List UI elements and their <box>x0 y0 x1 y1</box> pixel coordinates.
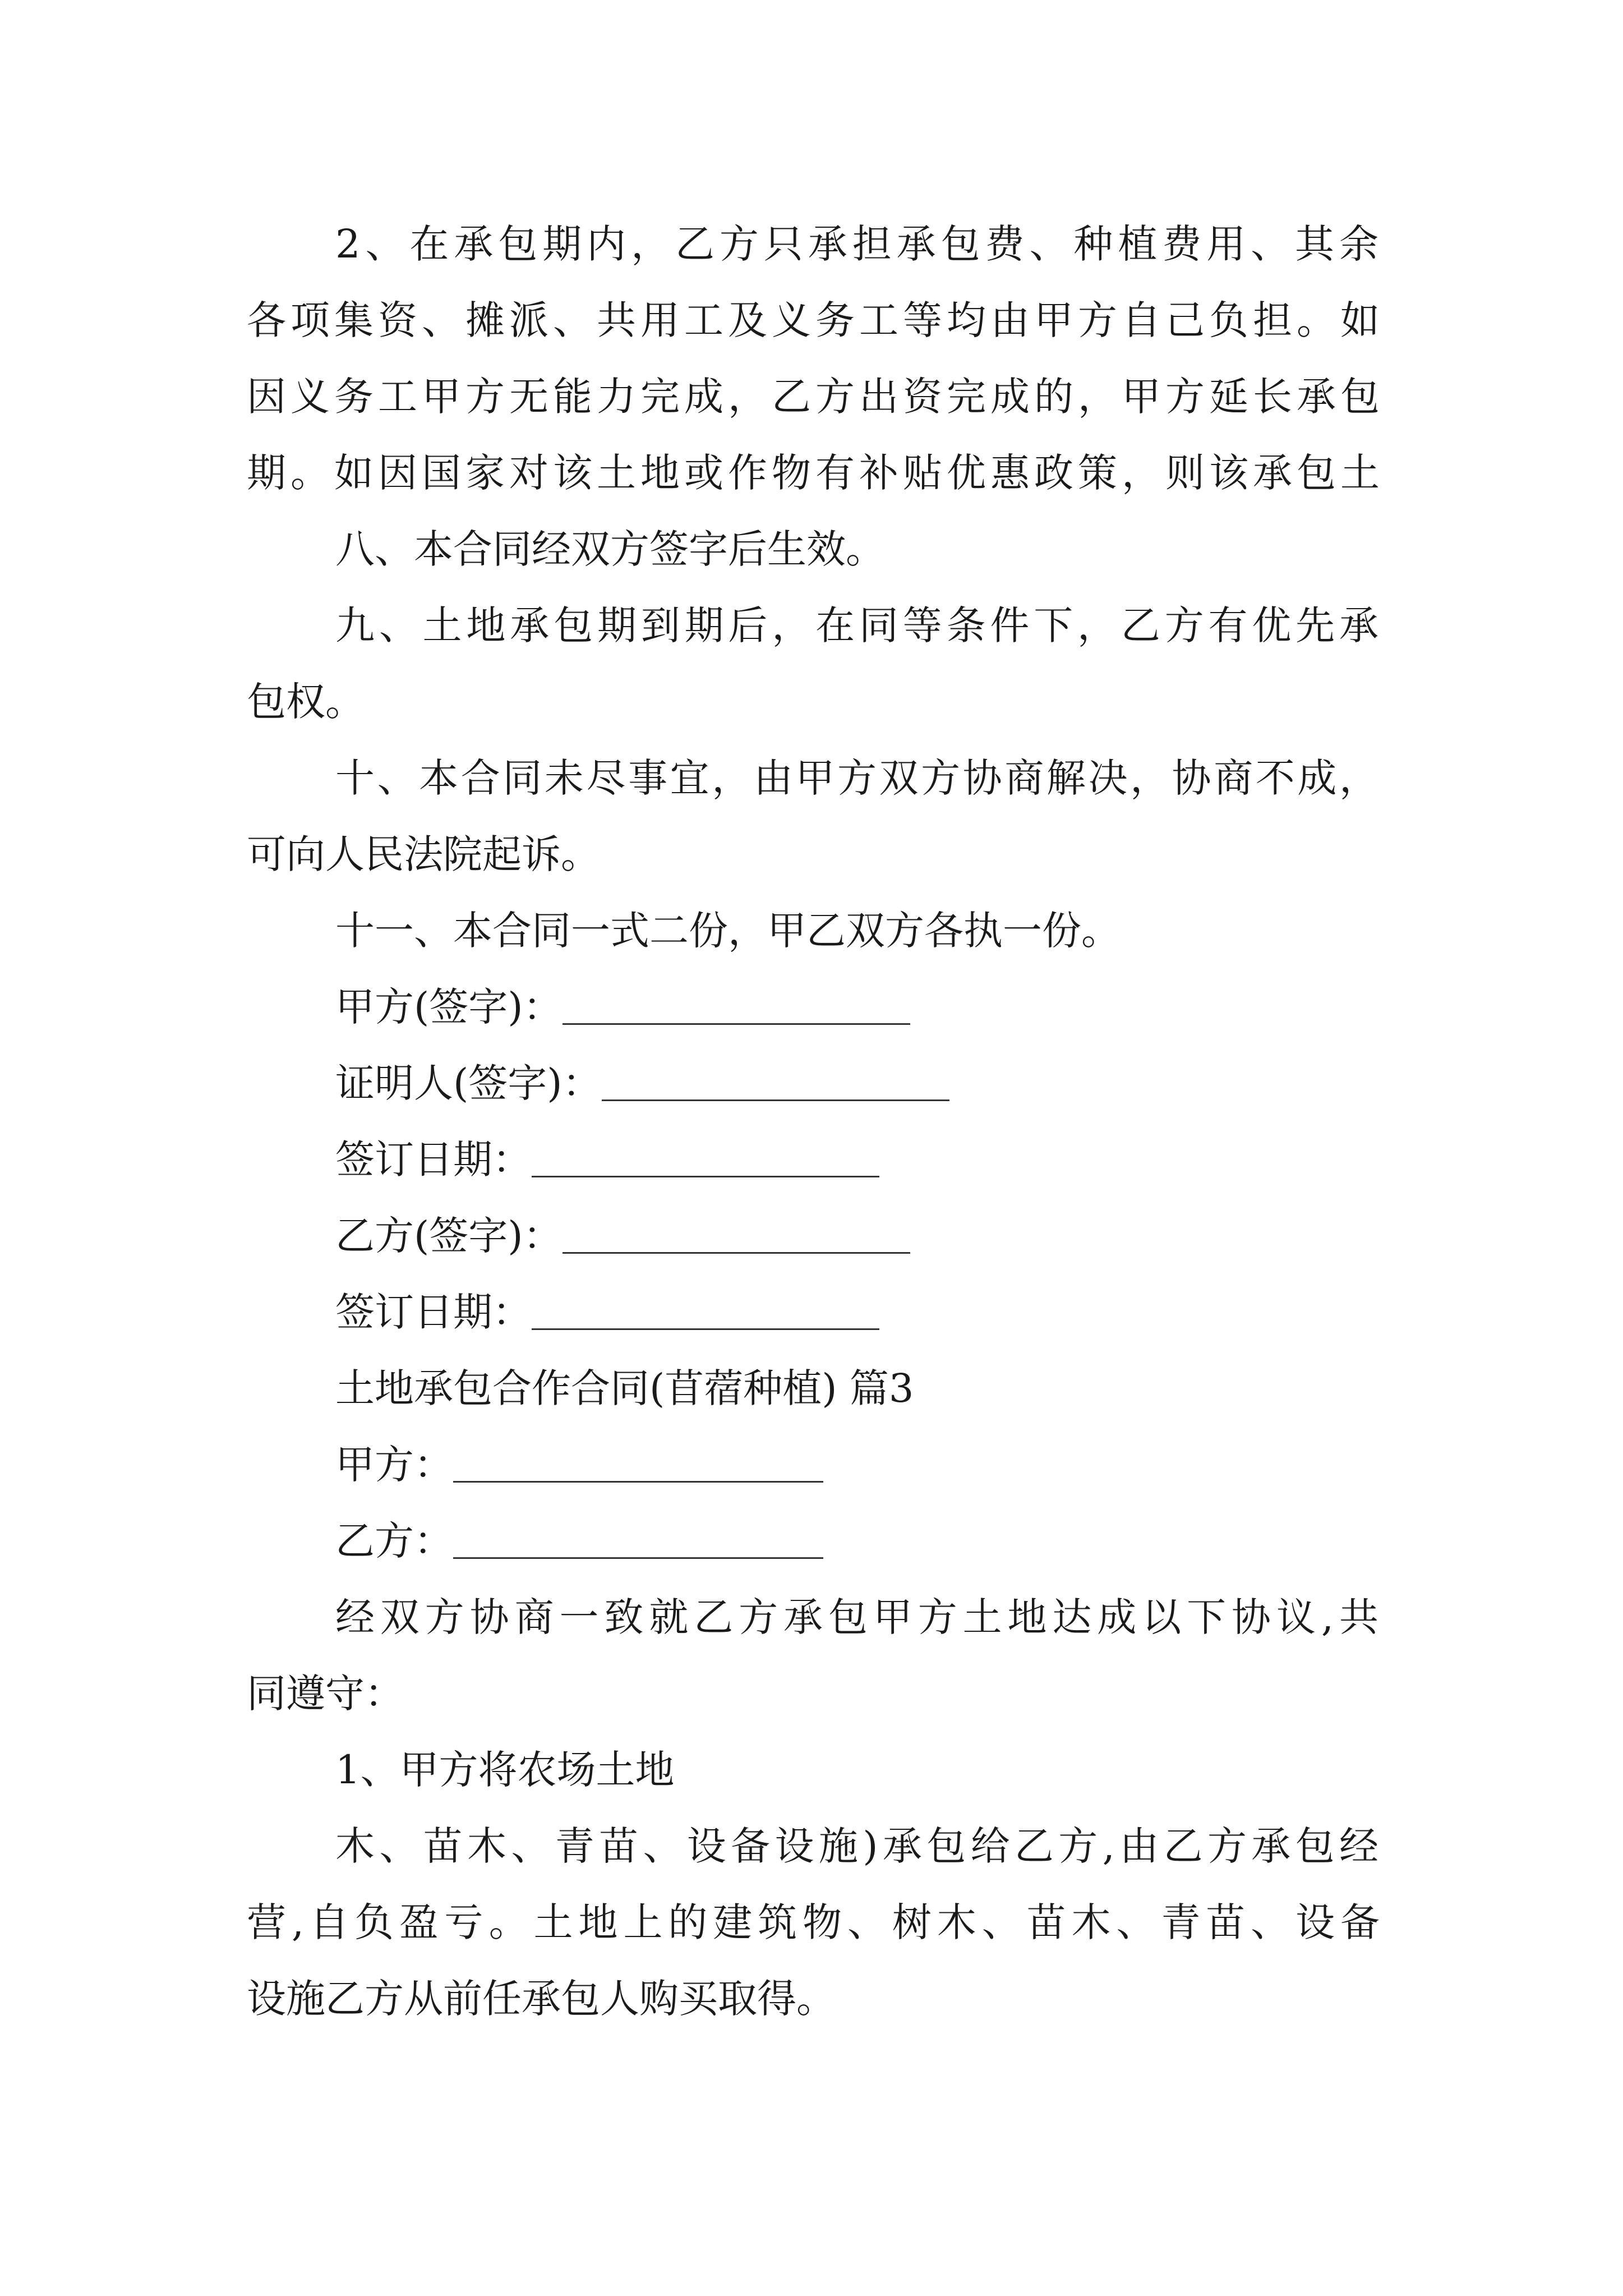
section-heading: 土地承包合作合同(苜蓿种植) 篇3 <box>335 1365 914 1411</box>
party-line-b <box>335 1518 823 1564</box>
clause-9-line: 九、土地承包期到期后，在同等条件下，乙方有优先承 <box>335 602 1378 648</box>
continuation-line: 木、苗木、青苗、设备设施)承包给乙方,由乙方承包经 <box>335 1823 1378 1869</box>
clause-9-line: 包权。 <box>247 679 365 725</box>
paragraph-line: 2、在承包期内，乙方只承担承包费、种植费用、其余 <box>335 221 1378 267</box>
paragraph-line: 因义务工甲方无能力完成，乙方出资完成的，甲方延长承包 <box>247 374 1380 420</box>
signature-label: 签订日期： <box>335 1289 532 1335</box>
signature-label: 签订日期： <box>335 1137 532 1182</box>
signature-line-witness <box>335 1060 949 1106</box>
signature-blank <box>562 1023 910 1025</box>
signature-label: 甲方(签字)： <box>335 984 562 1030</box>
paragraph-line: 各项集资、摊派、共用工及义务工等均由甲方自己负担。如 <box>247 297 1380 343</box>
signature-blank <box>532 1176 879 1177</box>
clause-10-line: 十、本合同未尽事宜，由甲方双方协商解决，协商不成， <box>335 755 1378 801</box>
party-blank <box>453 1481 823 1483</box>
signature-blank <box>602 1099 949 1101</box>
signature-line-party-b <box>335 1213 910 1259</box>
signature-label: 证明人(签字)： <box>335 1060 602 1106</box>
party-label: 乙方： <box>335 1518 453 1564</box>
clause-8: 八、本合同经双方签字后生效。 <box>335 526 885 572</box>
continuation-line: 设施乙方从前任承包人购买取得。 <box>247 1976 836 2022</box>
signature-label: 乙方(签字)： <box>335 1213 562 1259</box>
signature-blank <box>562 1252 910 1254</box>
clause-11: 十一、本合同一式二份，甲乙双方各执一份。 <box>335 908 1121 954</box>
clause-10-line: 可向人民法院起诉。 <box>247 831 600 877</box>
intro-line: 同遵守： <box>247 1671 404 1717</box>
paragraph-line: 期。如因国家对该土地或作物有补贴优惠政策，则该承包土 <box>247 450 1380 496</box>
continuation-line: 营,自负盈亏。土地上的建筑物、树木、苗木、青苗、设备 <box>247 1899 1380 1945</box>
signature-blank <box>532 1328 879 1330</box>
party-blank <box>453 1557 823 1559</box>
signature-line-party-a <box>335 984 910 1030</box>
intro-line: 经双方协商一致就乙方承包甲方土地达成以下协议,共 <box>335 1594 1378 1640</box>
party-line-a <box>335 1442 823 1488</box>
party-label: 甲方： <box>335 1442 453 1488</box>
item-1: 1、甲方将农场土地 <box>335 1747 675 1793</box>
signature-line-date-2 <box>335 1289 879 1335</box>
signature-line-date-1 <box>335 1137 879 1182</box>
